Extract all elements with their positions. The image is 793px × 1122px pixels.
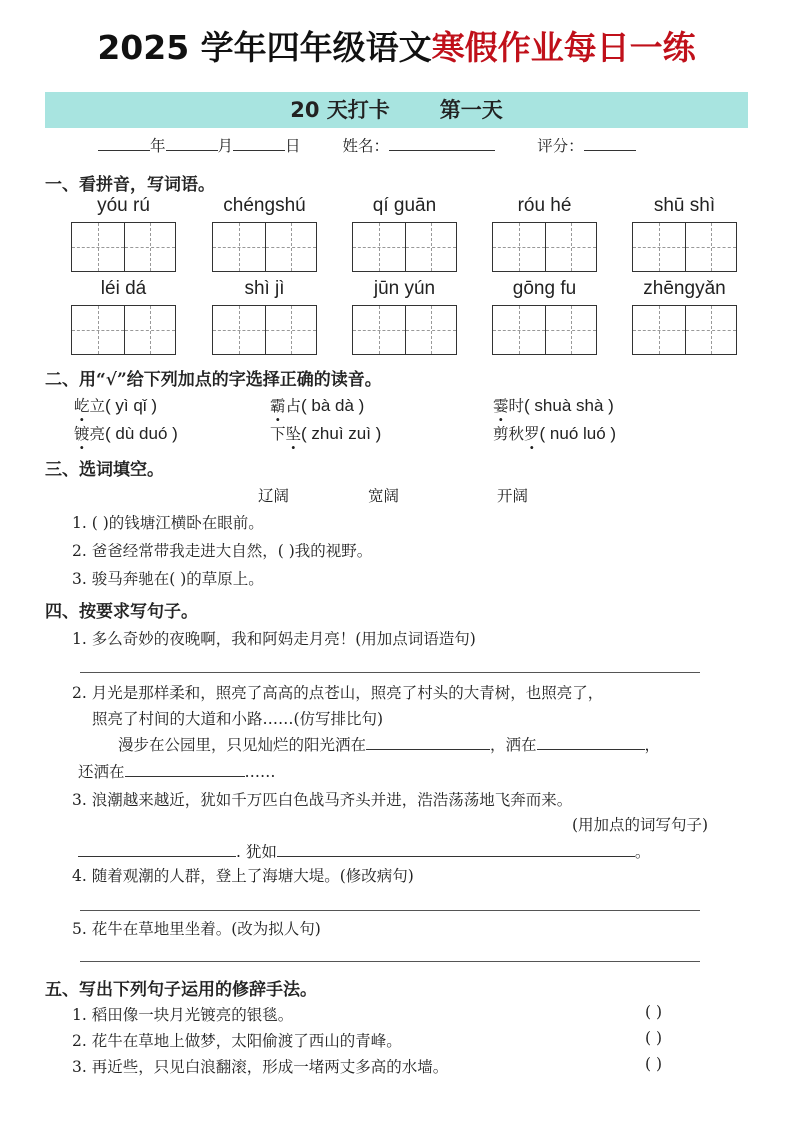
pinyin-options[interactable]: ( dù duó ) — [105, 424, 178, 443]
dotted-char: 罗 — [524, 425, 540, 443]
rhetoric-item: 3. 再近些，只见白浪翻滚，形成一堵两丈多高的水墙。 — [72, 1058, 449, 1076]
score-label: 评分： — [537, 137, 584, 155]
grid-cell[interactable] — [545, 223, 597, 271]
year-label: 年 — [150, 137, 166, 155]
grid-cell[interactable] — [493, 223, 545, 271]
question-2-note: 照亮了村间的大道和小路……(仿写排比句) — [92, 710, 384, 728]
fill-text: …… — [244, 763, 276, 781]
section-3-title: 三、选词填空。 — [45, 460, 164, 480]
pinyin-label: shū shì — [653, 195, 716, 216]
section-4-title: 四、按要求写句子。 — [45, 602, 198, 622]
title-black: 2025 学年四年级语文 — [97, 28, 432, 67]
dotted-char: 屹 — [74, 397, 90, 415]
fill-item: 2. 爸爸经常带我走进大自然，( )我的视野。 — [72, 542, 373, 560]
dotted-char: 镀 — [74, 425, 90, 443]
word-char: 下 — [270, 425, 286, 443]
writing-grid[interactable] — [212, 222, 317, 272]
word-option: 宽阔 — [368, 487, 400, 505]
question-3-note: (用加点的词写句子) — [572, 816, 709, 834]
grid-cell[interactable] — [124, 306, 176, 354]
question-5: 5. 花牛在草地里坐着。(改为拟人句) — [72, 920, 321, 938]
fill-item: 3. 骏马奔驰在( )的草原上。 — [72, 570, 264, 588]
answer-line[interactable] — [80, 961, 700, 962]
pronunciation-item — [74, 394, 157, 416]
dotted-char: 坠 — [285, 425, 302, 443]
pinyin-label: róu hé — [517, 195, 572, 216]
writing-grid[interactable] — [212, 305, 317, 355]
question-4: 4. 随着观潮的人群，登上了海塘大堤。(修改病句) — [72, 867, 414, 885]
writing-grid[interactable] — [632, 222, 737, 272]
answer-parens[interactable]: ( ) — [645, 1055, 663, 1073]
pinyin-label: gōng fu — [512, 278, 577, 299]
grid-cell[interactable] — [545, 306, 597, 354]
grid-cell[interactable] — [405, 223, 457, 271]
grid-cell[interactable] — [405, 306, 457, 354]
blank[interactable] — [125, 760, 245, 777]
fill-text: 。 — [634, 843, 651, 861]
pinyin-label: zhēngyǎn — [643, 278, 726, 299]
question-3: 3. 浪潮越来越近，犹如千万匹白色战马齐头并进，浩浩荡荡地飞奔而来。 — [72, 791, 573, 809]
grid-cell[interactable] — [213, 306, 265, 354]
day-blank[interactable] — [233, 134, 285, 151]
band-right: 第一天 — [439, 98, 503, 122]
year-blank[interactable] — [98, 134, 150, 151]
fill-text: ， — [644, 736, 661, 754]
question-2-fill-2 — [78, 760, 276, 782]
answer-line[interactable] — [80, 910, 700, 911]
word-option: 开阔 — [497, 487, 529, 505]
month-label: 月 — [217, 137, 234, 155]
pinyin-label: chéngshú — [223, 195, 306, 216]
question-3-fill — [78, 840, 650, 862]
answer-parens[interactable]: ( ) — [645, 1003, 663, 1021]
word-char: 亮 — [89, 425, 106, 443]
writing-grid[interactable] — [352, 305, 457, 355]
band-left: 20 天打卡 — [290, 98, 390, 122]
name-blank[interactable] — [389, 134, 495, 151]
question-2-fill — [118, 733, 660, 755]
pinyin-options[interactable]: ( zhuì zuì ) — [301, 424, 382, 443]
writing-grid[interactable] — [492, 222, 597, 272]
dotted-char: 霎 — [493, 397, 509, 415]
grid-cell[interactable] — [72, 306, 124, 354]
day-label: 日 — [285, 137, 301, 155]
rhetoric-item: 1. 稻田像一块月光镀亮的银毯。 — [72, 1006, 294, 1024]
pronunciation-item — [493, 422, 616, 444]
word-char: 立 — [89, 397, 106, 415]
dotted-char: 霸 — [270, 397, 286, 415]
blank[interactable] — [366, 733, 490, 750]
grid-cell[interactable] — [213, 223, 265, 271]
pinyin-label: léi dá — [100, 278, 147, 299]
pinyin-options[interactable]: ( yì qǐ ) — [105, 396, 157, 415]
pinyin-label: qí guān — [372, 195, 437, 216]
pinyin-label: jūn yún — [373, 278, 436, 299]
section-2-title: 二、用“√”给下列加点的字选择正确的读音。 — [45, 370, 382, 390]
grid-cell[interactable] — [633, 223, 685, 271]
pinyin-options[interactable]: ( bà dà ) — [301, 396, 365, 415]
pinyin-options[interactable]: ( nuó luó ) — [539, 424, 617, 443]
blank[interactable] — [78, 840, 236, 857]
pinyin-label: yóu rú — [97, 195, 150, 216]
section-1-title: 一、看拼音，写词语。 — [45, 175, 215, 195]
day-band — [45, 92, 748, 128]
blank[interactable] — [537, 733, 645, 750]
word-char: 剪秋 — [493, 425, 525, 443]
writing-grid[interactable] — [71, 222, 176, 272]
writing-grid[interactable] — [492, 305, 597, 355]
score-blank[interactable] — [584, 134, 636, 151]
info-line — [98, 134, 636, 156]
fill-text: . 犹如 — [236, 843, 277, 861]
month-blank[interactable] — [166, 134, 218, 151]
fill-text: 还洒在 — [78, 763, 125, 781]
blank[interactable] — [277, 840, 635, 857]
title-red: 寒假作业每日一练 — [431, 28, 696, 67]
fill-text: ，洒在 — [490, 736, 537, 754]
grid-cell[interactable] — [72, 223, 124, 271]
rhetoric-item: 2. 花牛在草地上做梦，太阳偷渡了西山的青峰。 — [72, 1032, 402, 1050]
grid-cell[interactable] — [265, 223, 317, 271]
fill-item: 1. ( )的钱塘江横卧在眼前。 — [72, 514, 264, 532]
word-option: 辽阔 — [258, 487, 290, 505]
grid-cell[interactable] — [685, 223, 737, 271]
question-1: 1. 多么奇妙的夜晚啊，我和阿妈走月亮！(用加点词语造句) — [72, 630, 476, 648]
word-char: 时 — [508, 397, 525, 415]
pronunciation-item — [270, 394, 364, 416]
question-2: 2. 月光是那样柔和，照亮了高高的点苍山，照亮了村头的大青树，也照亮了， — [72, 684, 604, 702]
grid-cell[interactable] — [353, 306, 405, 354]
pronunciation-item — [493, 394, 614, 416]
pinyin-label: shì jì — [244, 278, 285, 299]
grid-cell[interactable] — [353, 223, 405, 271]
page-title — [0, 22, 793, 69]
grid-cell[interactable] — [265, 306, 317, 354]
writing-grid[interactable] — [71, 305, 176, 355]
name-label: 姓名： — [342, 137, 390, 155]
answer-parens[interactable]: ( ) — [645, 1029, 663, 1047]
answer-line[interactable] — [80, 672, 700, 673]
section-5-title: 五、写出下列句子运用的修辞手法。 — [45, 980, 317, 1000]
grid-cell[interactable] — [493, 306, 545, 354]
pronunciation-item — [74, 422, 178, 444]
writing-grid[interactable] — [352, 222, 457, 272]
fill-text: 漫步在公园里，只见灿烂的阳光洒在 — [118, 736, 367, 754]
word-char: 占 — [285, 397, 302, 415]
writing-grid[interactable] — [632, 305, 737, 355]
pinyin-options[interactable]: ( shuà shà ) — [524, 396, 614, 415]
grid-cell[interactable] — [685, 306, 737, 354]
pronunciation-item — [270, 422, 381, 444]
grid-cell[interactable] — [633, 306, 685, 354]
grid-cell[interactable] — [124, 223, 176, 271]
